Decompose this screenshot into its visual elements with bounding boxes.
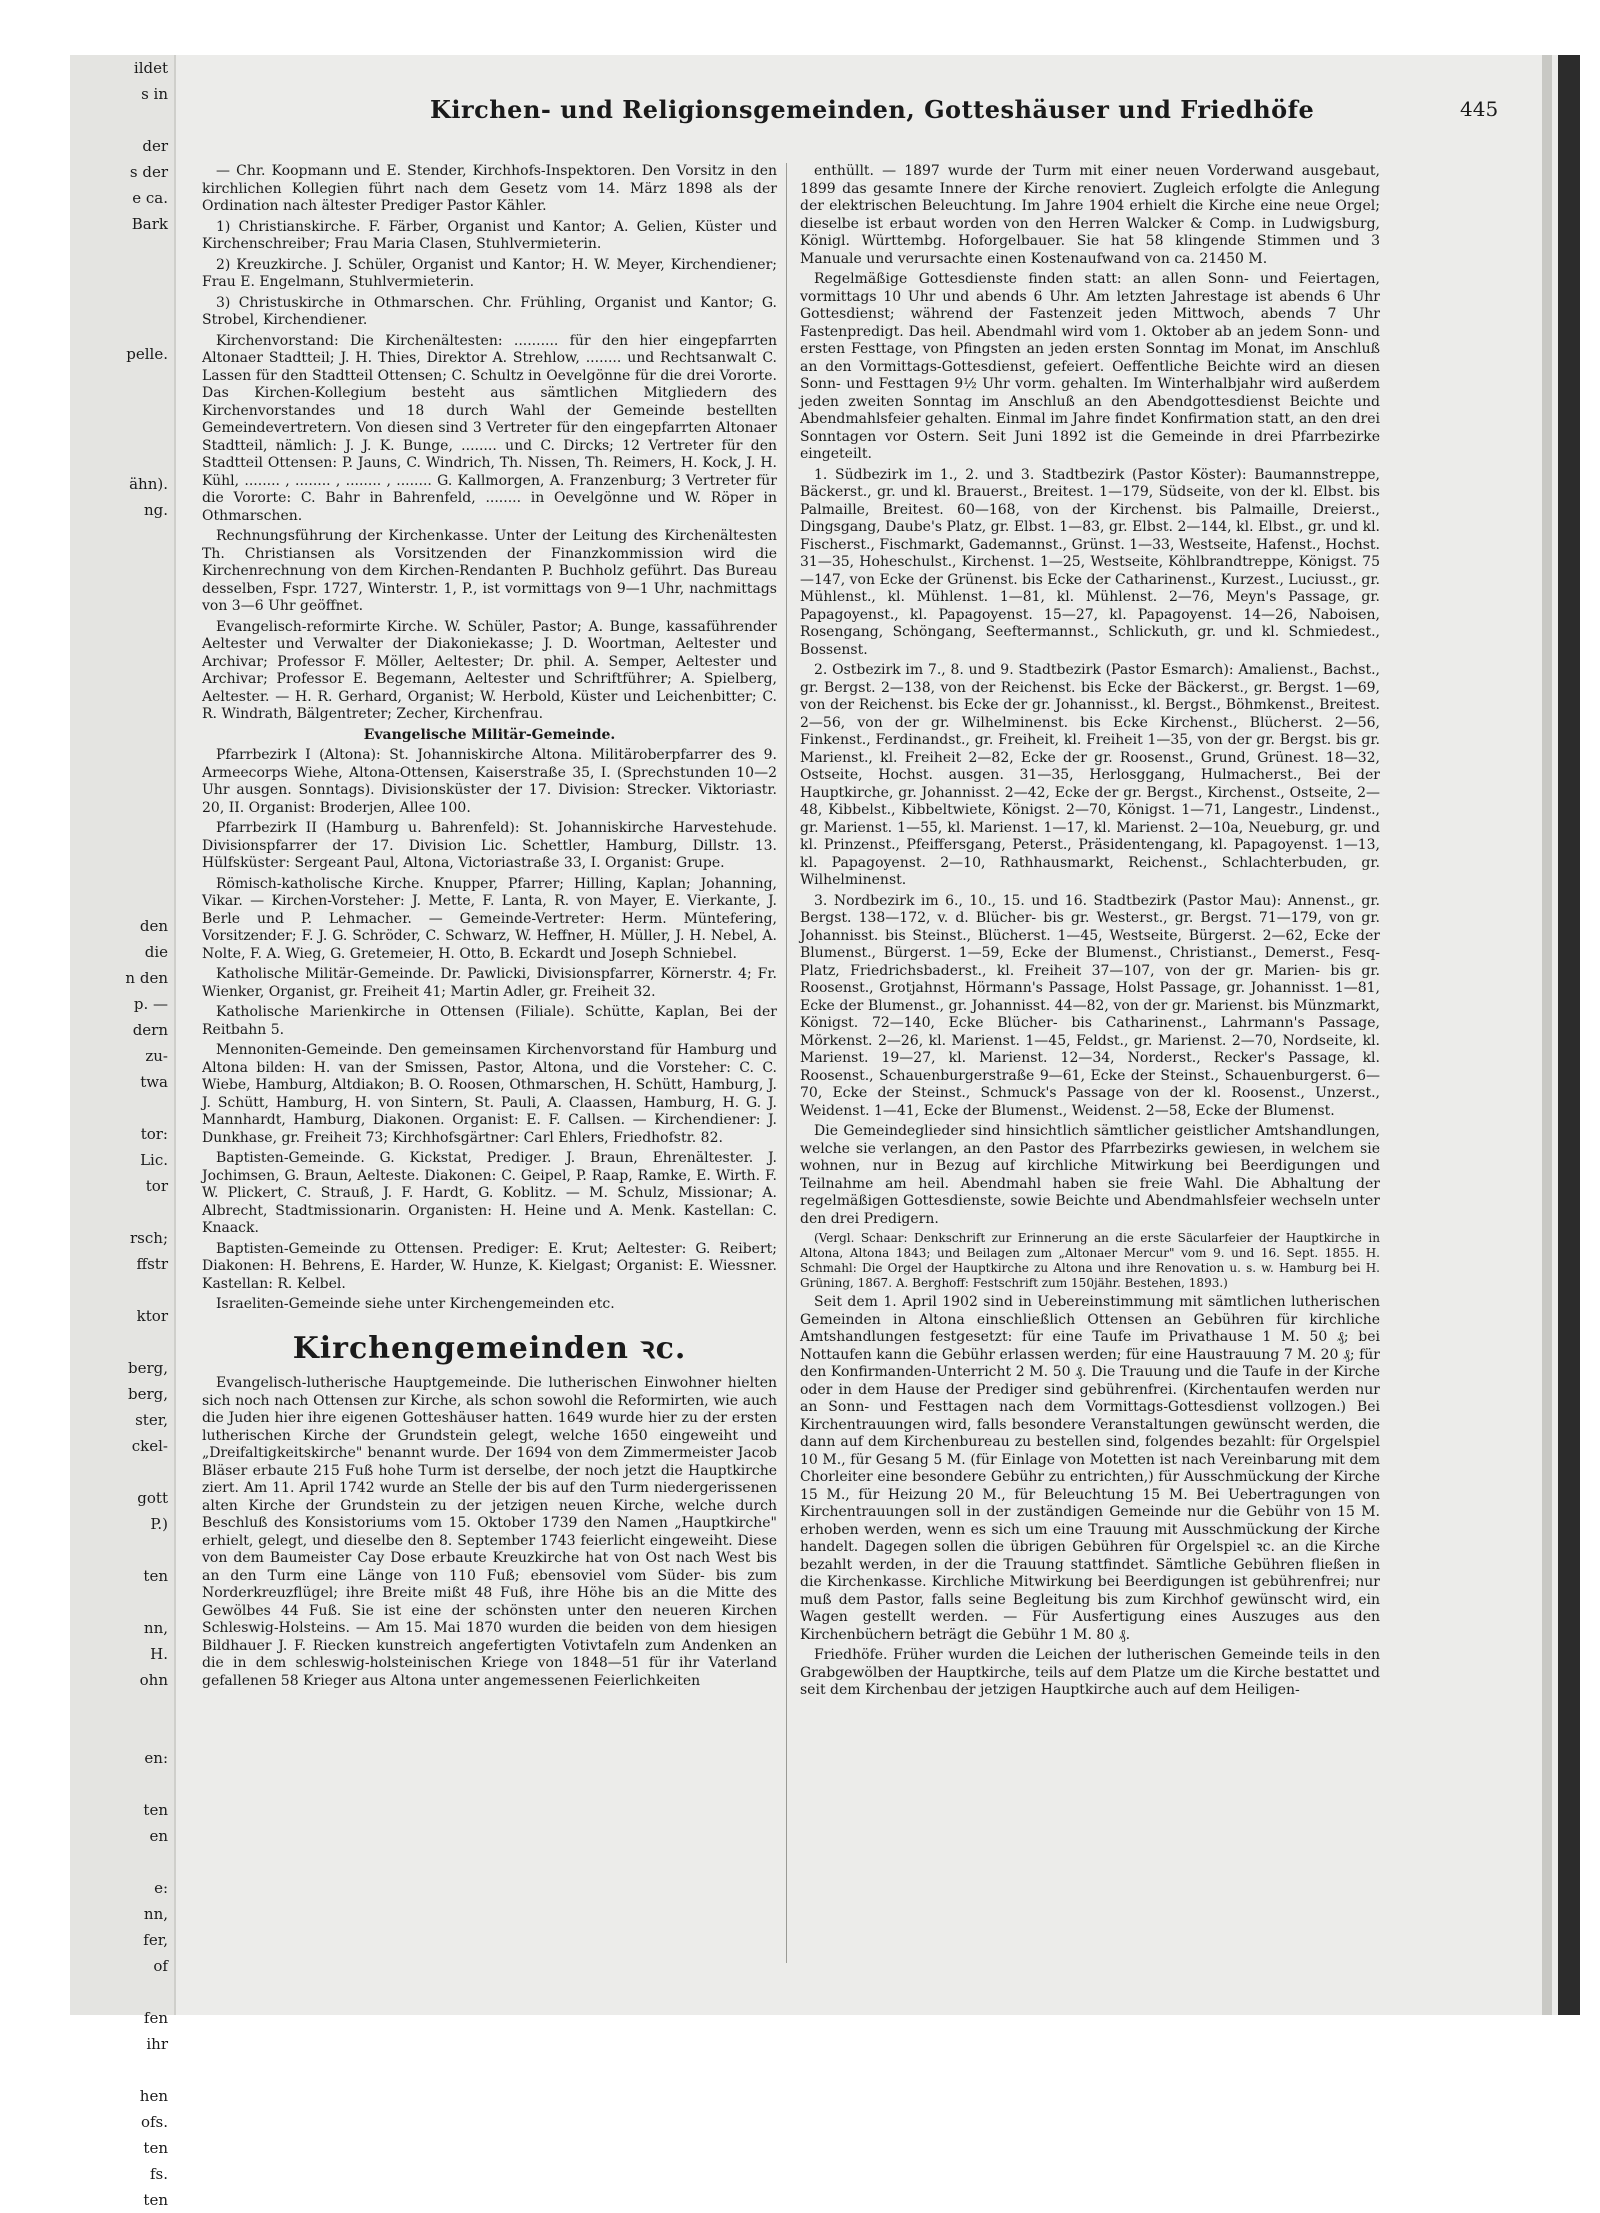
paragraph: Israeliten-Gemeinde siehe unter Kirchengemeinden etc. <box>216 1296 615 1312</box>
margin-fragment: ofs. <box>140 2113 168 2131</box>
margin-fragment: ihr <box>146 2035 168 2053</box>
margin-fragment <box>70 731 174 757</box>
margin-fragment: ten <box>143 1801 168 1819</box>
paragraph: 3. Nordbezirk im 6., 10., 15. und 16. Stadtbezirk (Pastor Mau): Annenst., gr. Bergst. 138—172, v. d. Blücher- bis gr. Westerst., gr. Bergst. 71—179, von gr. Johannisst. bis Steinst., Blücherst. 1—45, Westseite, Bürgerst. 2—62, Ecke der Blumenst., Bürgerst. 1—59, Ecke der Blumenst., Christianst., Demerst., Fesq-Platz, Friedrichsbaderst., kl. Freiheit 37—107, von der gr. Marien- bis gr. Roosenst., Grotjahnst, Hörmann's Passage, Holst Passage, gr. Johannisst. 1—81, Ecke der Blumenst., gr. Johannisst. 44—82, von der gr. Marienst. bis Münzmarkt, Königst. 72—140, Ecke Blücher- bis Catharinenst., Lahrmann's Passage, Mörkenst. 2—26, kl. Marienst. 1—45, Feldst., gr. Marienst. 2—70, Nordseite, kl. Marienst. 19—27, kl. Marienst. 12—34, Norderst., Recker's Passage, kl. Roosenst., Schauenburgerstraße 9—61, Ecke der Steinst., Schauenburgerst. 6—70, Ecke der Steinst., Schmuck's Passage von der kl. Roosenst., Unzerst., Weidenst. 1—41, Ecke der Blumenst., Weidenst. 2—58, Ecke der Blumenst. <box>800 892 1380 1119</box>
margin-fragment <box>70 1537 174 1563</box>
margin-fragment: p. — <box>133 995 168 1013</box>
margin-fragment: en: <box>144 1749 168 1767</box>
margin-fragment: s in <box>141 85 168 103</box>
margin-fragment: ildet <box>133 59 168 77</box>
margin-fragment: e ca. <box>132 189 168 207</box>
margin-fragment <box>70 601 174 627</box>
margin-fragment: tor: <box>140 1125 168 1143</box>
margin-fragment <box>70 757 174 783</box>
margin-fragment: hen <box>139 2087 168 2105</box>
paragraph: Friedhöfe. Früher wurden die Leichen der lutherischen Gemeinde teils in den Grabgewölben der Hauptkirche, teils auf dem Platze um die Kirche bestattet und seit dem Kirchenbau der jetzigen Hauptkirche auch auf dem Heiligen- <box>800 1647 1380 1698</box>
paragraph: Regelmäßige Gottesdienste finden statt: an allen Sonn- und Feiertagen, vormittags 10 Uhr und abends 6 Uhr. Am letzten Jahrestage ist abends 6 Uhr Gottesdienst; während der Fastenzeit jeden Mittwoch, abends 7 Uhr Fastenpredigt. Das heil. Abendmahl wird vom 1. Oktober ab an jedem Sonn- und ersten Festtage, von Pfingsten an jeden ersten Sonntag im Monat, im Anschluß an den Vormittags-Gottesdienst, gefeiert. Oeffentliche Beichte wird an diesen Sonn- und Festtagen 9½ Uhr vorm. gehalten. Im Winterhalbjahr wird außerdem jeden zweiten Sonntag im Anschluß an den Abendgottesdienst Beichte und Abendmahlsfeier gehalten. Einmal im Jahre findet Konfirmation statt, an den drei Sonntagen vor Ostern. Seit Juni 1892 ist die Gemeinde in drei Pfarrbezirke eingeteilt. <box>800 271 1380 462</box>
margin-fragment <box>70 2057 174 2083</box>
margin-fragment: Bark <box>131 215 168 233</box>
margin-fragment: pelle. <box>126 345 168 363</box>
margin-fragment: fer, <box>143 1931 168 1949</box>
paragraph: Rechnungsführung der Kirchenkasse. Unter der Leitung des Kirchenältesten Th. Christiansen als Vorsitzenden der Finanzkommission wird die Kirchenrechnung von dem Kirchen-Rendanten P. Buchholz geführt. Das Bureau desselben, Fspr. 1727, Winterstr. 1, P., ist vormittags von 9—1 Uhr, nachmittags von 3—6 Uhr geöffnet. <box>202 528 777 614</box>
margin-fragment: en <box>149 1827 168 1845</box>
margin-fragment: H. <box>150 1645 168 1663</box>
paragraph: Römisch-katholische Kirche. Knupper, Pfarrer; Hilling, Kaplan; Johanning, Vikar. — Kirchen-Vorsteher: J. Mette, F. Lanta, R. von Mayer, E. Vierkante, J. Berle und P. Lehmacher. — Gemeinde-Vertreter: Herm. Müntefering, Vorsitzender; F. J. G. Schröder, C. Schwarz, W. Heffner, H. Müller, J. H. Nebel, A. Nolte, F. A. Wieg, G. Gretemeier, H. Otto, B. Eckardt und Joseph Schniebel. <box>202 875 777 962</box>
paragraph: Katholische Marienkirche in Ottensen (Filiale). Schütte, Kaplan, Bei der Reitbahn 5. <box>202 1004 777 1038</box>
margin-fragment <box>70 1719 174 1745</box>
margin-fragment: Lic. <box>140 1151 168 1169</box>
margin-fragment <box>70 393 174 419</box>
margin-fragment <box>70 523 174 549</box>
page-number: 445 <box>1460 97 1499 121</box>
margin-fragment: dern <box>132 1021 168 1039</box>
margin-fragment <box>70 107 174 133</box>
paragraph: — Chr. Koopmann und E. Stender, Kirchhofs-Inspektoren. Den Vorsitz in den kirchlichen Kollegien führt nach dem Gesetz vom 14. März 1898 als der Ordination nach ältester Prediger Pastor Kähler. <box>202 163 777 214</box>
margin-fragment <box>70 1095 174 1121</box>
margin-fragment: ten <box>143 2139 168 2157</box>
paragraph: Katholische Militär-Gemeinde. Dr. Pawlicki, Divisionspfarrer, Körnerstr. 4; Fr. Wienker, Organist, gr. Freiheit 41; Martin Adler, gr. Freiheit 32. <box>202 966 777 1000</box>
paragraph: 1. Südbezirk im 1., 2. und 3. Stadtbezirk (Pastor Köster): Baumannstreppe, Bäckerst., gr. und kl. Brauerst., Breitest. 1—179, Südseite, von der kl. Elbst. bis Palmaille, Breitest. 60—168, von der Kirchenst. bis Palmaille, Dreierst., Dingsgang, Daube's Platz, gr. Elbst. 1—83, gr. Elbst. 2—144, kl. Elbst., gr. und kl. Fischerst., Fischmarkt, Gademannst., Grünst. 1—33, Westseite, Hafenst., Hochst. 31—35, Hoheschulst., Kirchenst. 1—25, Westseite, Köhlbrandtreppe, Königst. 75—147, von Ecke der Grünenst. bis Ecke der Catharinenst., Kurzest., Luciusst., gr. Mühlenst., kl. Mühlenst. 1—81, kl. Mühlenst. 2—76, Meyn's Passage, gr. Papagoyenst., kl. Papagoyenst. 15—27, kl. Papagoyenst. 14—26, Naboisen, Rosengang, Schöngang, Seeftermannst., Schlickuth, gr. und kl. Schmiedest., Bossenst. <box>800 466 1380 658</box>
paragraph: 2) Kreuzkirche. J. Schüler, Organist und Kantor; H. W. Meyer, Kirchendiener; Frau E. Engelmann, Stuhlvermieterin. <box>202 256 777 290</box>
margin-fragment: of <box>153 1957 168 1975</box>
adjacent-page-edge <box>70 55 176 2209</box>
paragraph: 3) Christuskirche in Othmarschen. Chr. Frühling, Organist und Kantor; G. Strobel, Kirchendiener. <box>202 294 777 328</box>
margin-fragment <box>70 1329 174 1355</box>
margin-fragment <box>70 705 174 731</box>
paragraph: 2. Ostbezirk im 7., 8. und 9. Stadtbezirk (Pastor Esmarch): Amalienst., Bachst., gr. Bergst. 2—138, von der Reichenst. bis Ecke der Bäckerst., gr. Bergst. 1—69, von der Reichenst. bis Ecke der gr. Johannisst., kl. Bergst., Böhmkenst., Breitest. 2—56, von der gr. Wilhelminenst. bis Ecke Kirchenst., Blücherst. 2—56, Finkenst., Ferdinandst., gr. Freiheit, kl. Freiheit 1—35, von der gr. Bergst. bis gr. Marienst., kl. Freiheit 2—82, Ecke der gr. Roosenst., Grund, Grünest. 18—32, Ostseite, Hochst. ausgen. 31—35, Herlosggang, Hulmacherst., Bei der Hauptkirche, gr. Johannisst. 2—42, Ecke der gr. Bergst., Kirchenst., Ostseite, 2—48, Kibbelst., Kibbeltwiete, Königst. 2—70, Königst. 1—71, Langestr., Lindenst., gr. Marienst. 1—55, kl. Marienst. 1—17, kl. Marienst. 2—10a, Neueburg, gr. und kl. Prinzenst., Pfeiffersgang, Peterst., Präsidentengang, kl. Papagoyenst. 1—13, kl. Papagoyenst. 2—10, Rathhausmarkt, Reichenst., Schlachterbuden, gr. Wilhelminenst. <box>800 662 1380 888</box>
margin-fragment: der <box>142 137 168 155</box>
margin-fragment: ffstr <box>136 1255 168 1273</box>
margin-fragment <box>70 575 174 601</box>
margin-fragment: n den <box>125 969 168 987</box>
paragraph: Baptisten-Gemeinde zu Ottensen. Prediger: E. Krut; Aeltester: G. Reibert; Diakonen: H. Behrens, E. Harder, W. Hunze, K. Kielgast; Organist: E. Wiessner. Kastellan: R. Kelbel. <box>202 1240 777 1292</box>
paragraph: Evangelisch-lutherische Hauptgemeinde. Die lutherischen Einwohner hielten sich noch nach Ottensen zur Kirche, als schon sowohl die Reformirten, wie auch die Juden hier ihre eigenen Gotteshäuser hatten. 1649 wurde hier zu der ersten lutherischen Kirche der Grundstein gelegt, welche 1650 eingeweiht und „Dreifaltigkeitskirche" benannt wurde. Der 1694 von dem Zimmermeister Jacob Bläser erbaute 215 Fuß hohe Turm ist derselbe, der noch jetzt die Hauptkirche ziert. Am 11. April 1742 wurde an Stelle der bis auf den Turm niedergerissenen alten Kirche der Grundstein zu der jetzigen neuen Kirche, welche durch Beschluß des Konsistoriums vom 15. Oktober 1739 den Namen „Hauptkirche" erhielt, gelegt, und dieselbe den 8. September 1743 feierlicht eingeweiht. Diese von dem Baumeister Cay Dose erbaute Kreuzkirche hat von Ost nach West bis an den Turm eine Länge von 110 Fuß; ebensoviel vom Süder- bis zum Norderkreuzflügel; ihre Breite mißt 48 Fuß, ihre Höhe bis an die Mitte des Gewölbes 44 Fuß. Sie ist eine der schönsten unter den neueren Kirchen Schleswig-Holsteins. — Am 15. Mai 1870 wurden die beiden von dem hiesigen Bildhauer J. F. Riecken kunstreich angefertigten Votivtafeln zum Andenken an die in dem schleswig-holsteinischen Kriege von 1848—51 für ihr Vaterland gefallenen 58 Krieger aus Altona unter angemessenen Feierlichkeiten <box>202 1375 777 1689</box>
margin-fragment: nn, <box>143 1619 168 1637</box>
margin-fragment <box>70 783 174 809</box>
margin-fragment: P.) <box>150 1515 168 1533</box>
margin-fragment <box>70 1849 174 1875</box>
paragraph: Pfarrbezirk II (Hamburg u. Bahrenfeld): St. Johanniskirche Harvestehude. Divisionspfarrer der 17. Division Lic. Schettler, Hamburg, Dillstr. 13. Hülfsküster: Sergeant Paul, Altona, Victoriastraße 33, I. Organist: Grupe. <box>202 820 777 871</box>
margin-fragment <box>70 887 174 913</box>
margin-fragment <box>70 1199 174 1225</box>
margin-fragment <box>70 653 174 679</box>
bibliographic-note: (Vergl. Schaar: Denkschrift zur Erinnerung an die erste Säcularfeier der Hauptkirche in Altona, Altona 1843; und Beilagen zum „Altonaer Mercur" vom 9. und 16. Sept. 1855. H. Schmahl: Die Orgel der Hauptkirche zu Altona und ihre Renovation u. s. w. Hamburg bei H. Grüning, 1867. A. Berghoff: Festschrift zum 150jähr. Bestehen, 1893.) <box>800 1231 1380 1290</box>
margin-fragment: zu- <box>145 1047 168 1065</box>
subheading: Evangelische Militär-Gemeinde. <box>363 726 616 743</box>
margin-fragment <box>70 549 174 575</box>
margin-fragment <box>70 367 174 393</box>
paragraph: Die Gemeindeglieder sind hinsichtlich sämtlicher geistlicher Amtshandlungen, welche sie verlangen, an den Pastor des Pfarrbezirks gewiesen, in welchem sie wohnen, nur in Bezug auf kirchliche Mitwirkung bei Beerdigungen und Teilnahme am heil. Abendmahl haben sie freie Wahl. Die Abhaltung der regelmäßigen Gottesdienste, sowie Beichte und Abendmahlsfeier wechseln unter den drei Predigern. <box>800 1123 1380 1227</box>
right-column <box>800 163 1380 1703</box>
margin-fragment: ohn <box>139 1671 168 1689</box>
margin-fragment: berg, <box>127 1385 168 1403</box>
margin-fragment <box>70 1771 174 1797</box>
margin-fragment <box>70 627 174 653</box>
margin-fragment <box>70 1979 174 2005</box>
margin-fragment: fs. <box>149 2165 168 2183</box>
margin-fragment: tor <box>145 1177 168 1195</box>
margin-fragment: gott <box>137 1489 168 1507</box>
margin-fragment: berg, <box>127 1359 168 1377</box>
column-divider <box>786 163 787 1963</box>
margin-fragment: twa <box>140 1073 168 1091</box>
margin-fragment <box>70 861 174 887</box>
page-shadow <box>1542 55 1552 2015</box>
paragraph: Baptisten-Gemeinde. G. Kickstat, Prediger. J. Braun, Ehrenältester. J. Jochimsen, G. Braun, Aelteste. Diakonen: C. Geipel, P. Raap, Ramke, E. Wirth. F. W. Plickert, C. Strauß, J. F. Hardt, G. Koblitz. — M. Schulz, Missionar; A. Albrecht, Stadtmissionarin. Organisten: H. Heine und A. Menk. Kastellan: C. Knaack. <box>202 1150 777 1236</box>
paragraph: Mennoniten-Gemeinde. Den gemeinsamen Kirchenvorstand für Hamburg und Altona bilden: H. van der Smissen, Pastor, Altona, und die Vorsteher: C. C. Wiebe, Hamburg, Altdiakon; B. O. Roosen, Othmarschen, H. Schütt, Hamburg, J. J. Schütt, Hamburg, H. von Sintern, St. Pauli, A. Claassen, Hamburg, H. G. J. Mannhardt, Hamburg, Diakonen. Organist: E. F. Callsen. — Kirchendiener: J. Dunkhase, gr. Freiheit 73; Kirchhofsgärtner: Carl Ehlers, Friedhofstr. 82. <box>202 1042 777 1146</box>
margin-fragment: ten <box>143 2191 168 2209</box>
margin-fragment <box>70 289 174 315</box>
margin-fragment: s der <box>129 163 168 181</box>
margin-fragment <box>70 237 174 263</box>
margin-fragment: ster, <box>135 1411 168 1429</box>
margin-fragment <box>70 315 174 341</box>
margin-fragment: ähn). <box>129 475 168 493</box>
margin-fragment: nn, <box>143 1905 168 1923</box>
margin-fragment: e: <box>154 1879 168 1897</box>
paragraph: Pfarrbezirk I (Altona): St. Johanniskirche Altona. Militäroberpfarrer des 9. Armeecorps Wiehe, Altona-Ottensen, Kaiserstraße 35, I. (Sprechstunden 10—2 Uhr ausgen. Sonntags). Divisionsküster der 17. Division: Strecker. Viktoriastr. 20, II. Organist: Broderjen, Allee 100. <box>202 747 777 816</box>
margin-fragment <box>70 835 174 861</box>
margin-fragment: ckel- <box>131 1437 168 1455</box>
margin-fragment: fen <box>143 2009 168 2027</box>
margin-fragment <box>70 809 174 835</box>
margin-fragment <box>70 1589 174 1615</box>
margin-fragment <box>70 419 174 445</box>
running-head: Kirchen- und Religionsgemeinden, Gotteshäuser und Friedhöfe <box>430 95 1315 124</box>
paragraph: Seit dem 1. April 1902 sind in Uebereinstimmung mit sämtlichen lutherischen Gemeinden in Altona einschließlich Ottensen an Gebühren für kirchliche Amtshandlungen festgesetzt: für eine Taufe im Privathause 1 M. 50 ₰; bei Nottaufen kann die Gebühr erlassen werden; für eine Haustrauung 7 M. 20 ₰; für den Konfirmanden-Unterricht 2 M. 50 ₰. Die Trauung und die Taufe in der Kirche oder in dem Hause der Prediger sind gebührenfrei. (Kirchentaufen werden nur an Sonn- und Festtagen nach dem Vormittags-Gottesdienst vollzogen.) Bei Kirchentrauungen wird, falls besondere Veranstaltungen gewünscht werden, die dann auf dem Kirchenbureau zu bestellen sind, folgendes bezahlt: für Orgelspiel 10 M., für Gesang 5 M. (für Einlage von Motetten ist nach Vereinbarung mit dem Chorleiter eine besondere Gebühr zu entrichten,) für Ausschmückung der Kirche 15 M., für Heizung 20 M., für Beleuchtung 15 M. Bei Uebertragungen von Kirchentrauungen soll in der zuständigen Gemeinde nur die Gebühr von 15 M. erhoben werden, wenn es sich um eine Trauung mit Ausschmückung der Kirche handelt. Dagegen sollen die übrigen Gebühren für Orgelspiel ꝛc. an die Kirche bezahlt werden, in der die Trauung stattfindet. Sämtliche Gebühren fließen in die Kirchenkasse. Kirchliche Mitwirkung bei Beerdigungen ist gebührenfrei; nur muß dem Pastor, falls seine Begleitung bis zum Kirchhof gewünscht wird, ein Wagen gestellt werden. — Für Ausfertigung eines Auszuges aus den Kirchenbüchern beträgt die Gebühr 1 M. 80 ₰. <box>800 1294 1380 1643</box>
margin-fragment <box>70 679 174 705</box>
margin-fragment <box>70 1459 174 1485</box>
margin-fragment <box>70 263 174 289</box>
paragraph: Evangelisch-reformirte Kirche. W. Schüler, Pastor; A. Bunge, kassaführender Aeltester und Verwalter der Diakoniekasse; J. D. Woortman, Aeltester und Archivar; Professor F. Möller, Aeltester; Dr. phil. A. Semper, Aeltester und Archivar; Professor E. Begemann, Aeltester und Schriftführer; A. Spielberg, Aeltester. — H. R. Gerhard, Organist; W. Herbold, Küster und Leichenbitter; C. R. Windrath, Bälgentreter; Zecher, Kirchenfrau. <box>202 618 777 722</box>
margin-fragment <box>70 445 174 471</box>
section-heading: Kirchengemeinden ꝛc. <box>292 1330 687 1366</box>
margin-fragment <box>70 1277 174 1303</box>
margin-fragment <box>70 1693 174 1719</box>
paragraph: 1) Christianskirche. F. Färber, Organist und Kantor; A. Gelien, Küster und Kirchenschreiber; Frau Maria Clasen, Stuhlvermieterin. <box>202 218 777 252</box>
margin-fragment: ten <box>143 1567 168 1585</box>
margin-fragment: ktor <box>136 1307 168 1325</box>
margin-fragment: den <box>139 917 168 935</box>
margin-fragment: rsch; <box>130 1229 168 1247</box>
scanned-page <box>70 55 1580 2209</box>
margin-fragment: die <box>144 943 168 961</box>
margin-fragment: ng. <box>143 501 168 519</box>
left-column <box>202 163 777 1693</box>
paragraph: enthüllt. — 1897 wurde der Turm mit einer neuen Vorderwand ausgebaut, 1899 das gesamte Innere der Kirche renoviert. Zugleich erfolgte die Anlegung der elektrischen Beleuchtung. Im Jahre 1904 erhielt die Kirche eine neue Orgel; dieselbe ist erbaut worden von den Herren Walcker & Comp. in Ludwigsburg, Königl. Württembg. Hoforgelbauer. Sie hat 58 klingende Stimmen und 3 Manuale und verursachte einen Kostenaufwand von ca. 21450 M. <box>800 163 1380 267</box>
scan-border <box>1558 55 1580 2015</box>
paragraph: Kirchenvorstand: Die Kirchenältesten: .......... für den hier eingepfarrten Altonaer Stadtteil; J. H. Thies, Direktor A. Strehlow, ........ und Rechtsanwalt C. Lassen für den Stadtteil Ottensen; C. Schultz in Oevelgönne für die drei Vororte. Das Kirchen-Kollegium besteht aus sämtlichen Mitgliedern des Kirchenvorstandes und 18 durch Wahl der Gemeinde bestellten Gemeindevertretern. Von diesen sind 3 Vertreter für den eingepfarrten Altonaer Stadtteil, nämlich: J. J. K. Bunge, ........ und C. Dircks; 12 Vertreter für den Stadtteil Ottensen: P. Jauns, C. Windrich, Th. Nissen, Th. Reimers, H. Kock, J. H. Kühl, ........ , ........ , ........ , ........ G. Kallmorgen, A. Franzenburg; 3 Vertreter für die Vororte: C. Bahr in Bahrenfeld, ........ in Oevelgönne und W. Röper in Othmarschen. <box>202 332 777 524</box>
